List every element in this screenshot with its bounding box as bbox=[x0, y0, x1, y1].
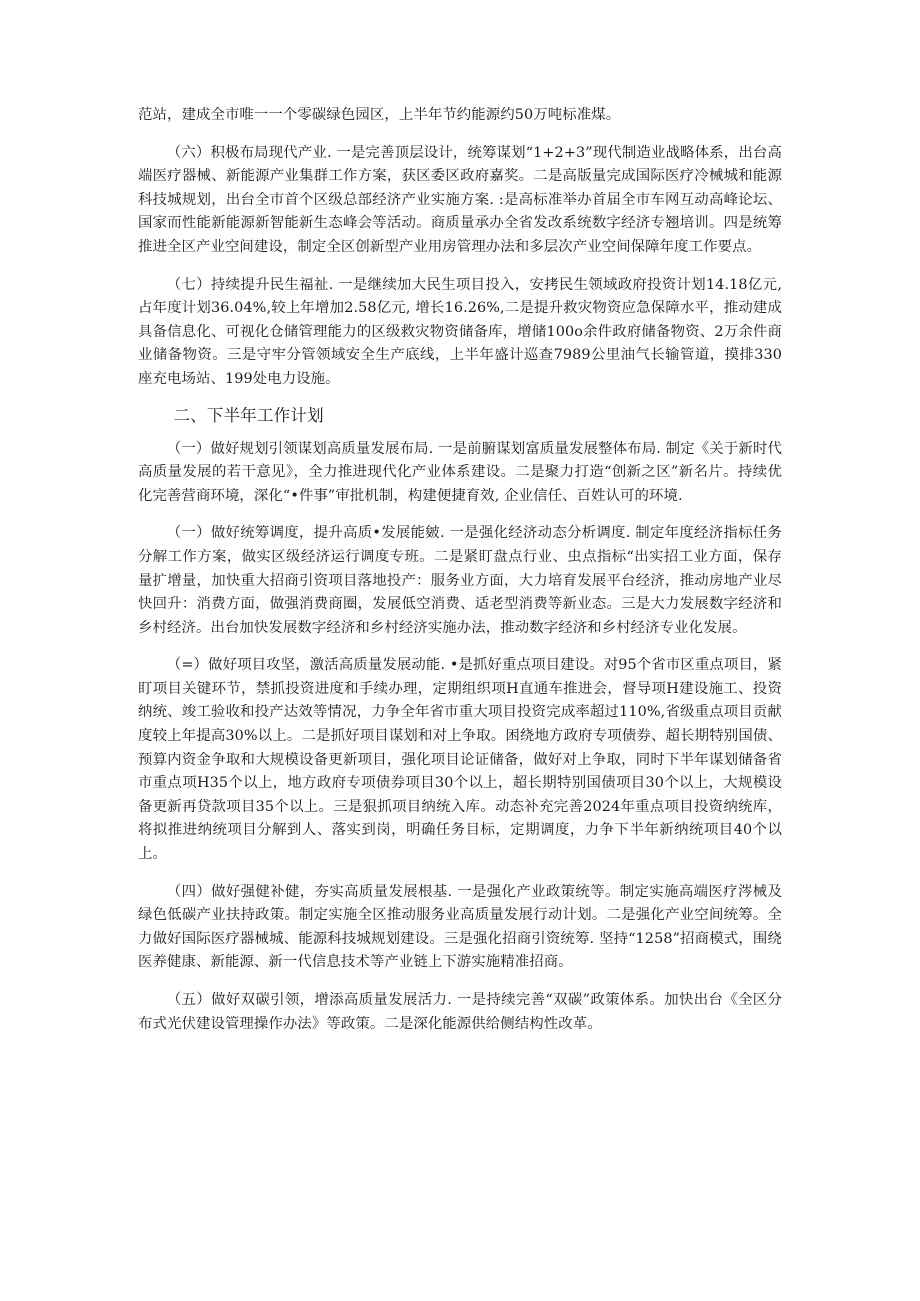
paragraph-section-7: （七）持续提升民生福祉. 一是继续加大民生项目投入，安拷民生领域政府投资计划14.18亿元, 占年度计划36.04%,较上年增加2.58亿元, 增长16.26%,二是提升救灾物资应急保障水平，推动建成具备信息化、可视化仓储管理能力的区级救灾物资储备库，增储100o余件政府储备物资、2万余件商业储备物资。三是守牢分管领域安全生产底线，上半年盛计巡查7989公里油气长输管道，摸排330座充电场站、199处电力设施。 bbox=[138, 276, 782, 387]
document-page bbox=[138, 104, 782, 1036]
paragraph-plan-5: （五）做好双碳引领，增添高质量发展活力. 一是持续完善“双碳”政策体系。加快出台《全区分布式光伏建设管理操作办法》等政策。二是深化能源供给侧结构性改革。 bbox=[138, 992, 782, 1032]
paragraph-plan-2: （一）做好统筹调度，提升高质•发展能皴. 一是强化经济动态分析调度. 制定年度经济指标任务分解工作方案，做实区级经济运行调度专班。二是紧盯盘点行业、虫点指标“出实招工业方面，保存量扩增量，加快重大招商引资项目落地投产：服务业方面，大力培育发展平台经济，推动房地产业尽快回升：消费方面，做强消费商圈，发展低空消费、适老型消费等新业态。三是大力发展数字经济和乡村经济。出台加快发展数字经济和乡村经济实施办法，推动数字经济和乡村经济专业化发展。 bbox=[138, 525, 782, 636]
section-heading: 二、下半年工作计划 bbox=[173, 405, 324, 425]
paragraph-plan-1: （一）做好规划引领谋划高质量发展布局. 一是前腑谋划富质量发展整体布局. 制定《关于新时代高质量发展的若干意见》，全力推进现代化产业体系建设。二是聚力打造“创新之区”新名片。持续优化完善营商环境，深化“•件事”审批机制，构建便捷育效, 企业信任、百姓认可的环境. bbox=[138, 440, 782, 504]
paragraph-section-6: （六）积极布局现代产业. 一是完善顶层设计，统筹谋划“1+2+3”现代制造业战略体系，出台高端医疗器械、新能源产业集群工作方案，获区委区政府嘉奖。二是高版量完成国际医疗冷械城和能源科技城规划，出台全市首个区级总部经济产业实施方案. :是高标准举办首届全市车网互动高峰论坛、国家而性能新能源新智能新生态峰会等活动。商质量承办全省发改系统数字经济专翘培训。四是统筹推进全区产业空间建设，制定全区创新型产业用房管理办法和多层次产业空间保障年度工作要点。 bbox=[138, 144, 782, 255]
paragraph-carryover: 范站，建成全市唯一一个零碳绿色园区，上半年节约能源约50万吨标准煤。 bbox=[138, 107, 621, 123]
paragraph-plan-3: （=）做好项目攻坚，激活高质量发展动能. •是抓好重点项目建设。对95个省市区重点项目，紧盯项目关键环节，禁抓投资进度和手续办理，定期组织项H直通车推进会，督导项H建设施工、投资纳统、竣工验收和投产达效等情况，力争全年省市重大项目投资完成率超过110%,省级重点项目贡献度较上年提高30%以上。二是抓好项目谋划和对上争取。困绕地方政府专项债券、超长期特别国债、预算内资金争取和大规模设备更新项目，强化项目论证储备，做好对上争取，同时下半年谋划储备省市重点项H35个以上，地方政府专项债券项目30个以上，超长期特别国债项目30个以上，大规模设备更新再贷款项目35个以上。三是狠抓项目纳统入库。动态补充完善2024年重点项目投资纳统库，将拟推进纳统项目分解到人、落实到岗，明确任务目标，定期调度，力争下半年新纳统项目40个以上。 bbox=[138, 657, 782, 863]
paragraph-plan-4: （四）做好强健补健，夯实高质量发展根基. 一是强化产业政策统等。制定实施高端医疗涔械及绿色低碳产业扶持政策。制定实施全区推动服务业高质量发展行动计划。二是强化产业空间统筹。全力做好国际医疗器械城、能源科技城规划建设。三是强化招商引资统筹. 坚持“1258”招商模式，围绕医养健康、新能源、新一代信息技术等产业链上下游实施精准招商。 bbox=[138, 883, 782, 971]
